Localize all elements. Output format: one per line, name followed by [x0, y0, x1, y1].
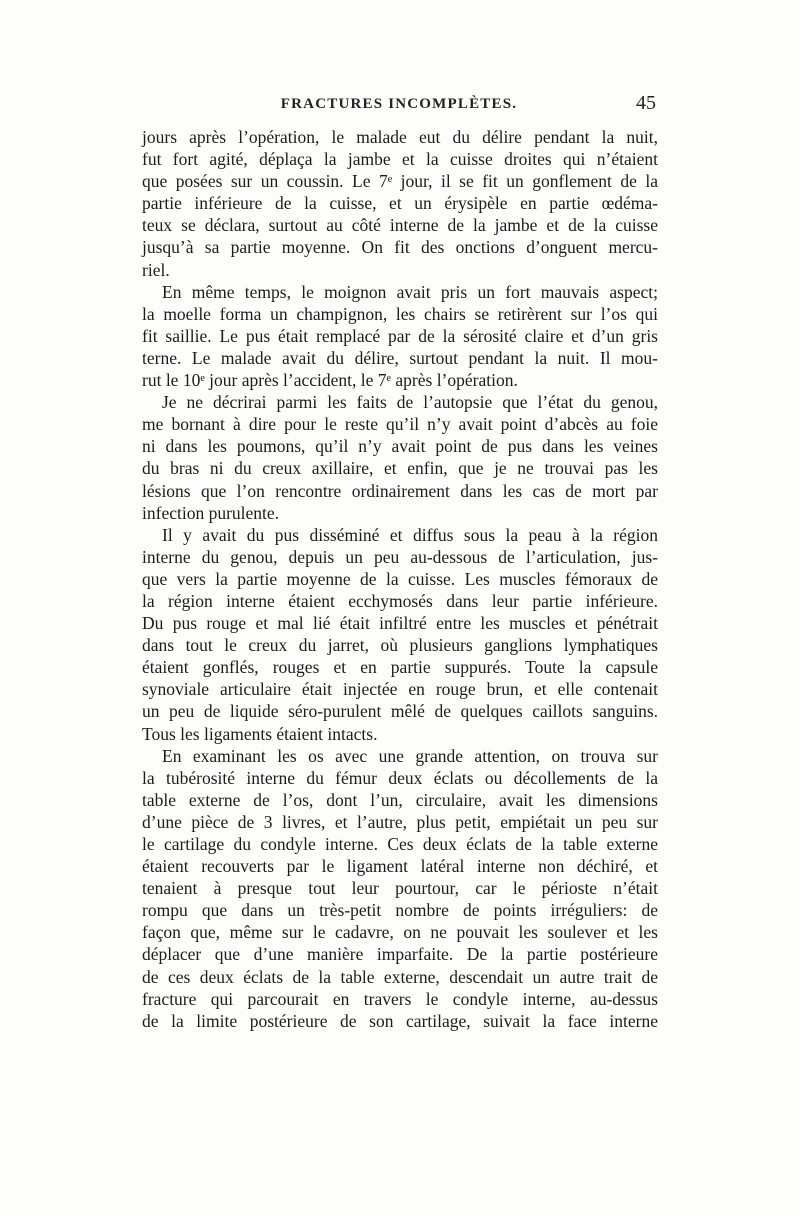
- text-line: le cartilage du condyle interne. Ces deux éclats de la table externe: [142, 834, 658, 854]
- text-line: jours après l’opération, le malade eut du délire pendant la nuit,: [142, 127, 658, 147]
- text-line: de ces deux éclats de la table externe, descendait un autre trait de: [142, 966, 658, 987]
- text-line: la tubérosité interne du fémur deux éclats ou décollements de la: [142, 767, 658, 788]
- text-line: de la limite postérieure de son cartilage, suivait la face interne: [142, 1010, 658, 1031]
- text-line: d’une pièce de 3 livres, et l’autre, plus petit, empiétait un peu sur: [142, 811, 658, 832]
- text-line: jusqu’à sa partie moyenne. On fit des onctions d’onguent mercu-: [142, 237, 658, 258]
- text-line: rut le 10ᵉ jour après l’accident, le 7ᵉ après l’opération.: [142, 370, 518, 391]
- text-line: ni dans les poumons, qu’il n’y avait point de pus dans les veines: [142, 436, 658, 457]
- text-line: la région interne étaient ecchymosés dans leur partie inférieure.: [142, 590, 658, 611]
- running-title: FRACTURES INCOMPLÈTES.: [280, 96, 518, 112]
- text-line: rompu que dans un très-petit nombre de points irréguliers: de: [142, 900, 658, 921]
- page-number: 45: [636, 92, 656, 114]
- text-line: Du pus rouge et mal lié était infiltré entre les muscles et pénétrait: [142, 613, 658, 634]
- text-line: me bornant à dire pour le reste qu’il n’y avait point d’abcès au foie: [142, 414, 658, 435]
- text-line: que posées sur un coussin. Le 7ᵉ jour, il se fit un gonflement de la: [142, 171, 658, 192]
- text-line: que vers la partie moyenne de la cuisse. Les muscles fémoraux de: [142, 568, 658, 589]
- text-line: synoviale articulaire était injectée en rouge brun, et elle contenait: [142, 679, 658, 700]
- text-line: infection purulente.: [142, 502, 280, 523]
- text-line: fracture qui parcourait en travers le condyle interne, au-dessus: [142, 988, 658, 1009]
- text-line: du bras ni du creux axillaire, et enfin, que je ne trouvai pas les: [142, 458, 658, 479]
- text-line: terne. Le malade avait du délire, surtout pendant la nuit. Il mou-: [142, 347, 658, 368]
- text-line: fit saillie. Le pus était remplacé par de la sérosité claire et d’un gris: [142, 325, 658, 346]
- text-line: fut fort agité, déplaça la jambe et la cuisse droites qui n’étaient: [142, 149, 658, 170]
- text-line: étaient gonflés, rouges et en partie suppurés. Toute la capsule: [142, 657, 658, 678]
- text-line: partie inférieure de la cuisse, et un érysipèle en partie œdéma-: [142, 193, 658, 214]
- text-line: tenaient à presque tout leur pourtour, car le périoste n’était: [142, 878, 658, 899]
- text-line: un peu de liquide séro-purulent mêlé de quelques caillots sanguins.: [142, 701, 658, 722]
- text-line: étaient recouverts par le ligament latéral interne non déchiré, et: [142, 856, 658, 877]
- text-line: table externe de l’os, dont l’un, circulaire, avait les dimensions: [142, 789, 658, 810]
- running-head: [142, 92, 656, 120]
- text-line: interne du genou, depuis un peu au-dessous de l’articulation, jus-: [142, 546, 658, 567]
- text-line: la moelle forma un champignon, les chairs se retirèrent sur l’os qui: [142, 303, 658, 324]
- text-line: En examinant les os avec une grande attention, on trouva sur: [162, 745, 658, 766]
- text-line: teux se déclara, surtout au côté interne de la jambe et de la cuisse: [142, 215, 658, 236]
- text-line: dans tout le creux du jarret, où plusieurs ganglions lymphatiques: [142, 635, 658, 656]
- text-line: riel.: [142, 259, 170, 280]
- text-line: Je ne décrirai parmi les faits de l’autopsie que l’état du genou,: [162, 392, 658, 413]
- text-line: Tous les ligaments étaient intacts.: [142, 723, 378, 744]
- text-line: En même temps, le moignon avait pris un fort mauvais aspect;: [162, 281, 658, 302]
- text-line: Il y avait du pus disséminé et diffus sous la peau à la région: [162, 524, 658, 545]
- text-line: lésions que l’on rencontre ordinairement dans les cas de mort par: [142, 480, 658, 501]
- body-text: [142, 126, 658, 1032]
- text-line: déplacer que d’une manière imparfaite. De la partie postérieure: [142, 944, 658, 965]
- text-line: façon que, même sur le cadavre, on ne pouvait les soulever et les: [142, 922, 658, 943]
